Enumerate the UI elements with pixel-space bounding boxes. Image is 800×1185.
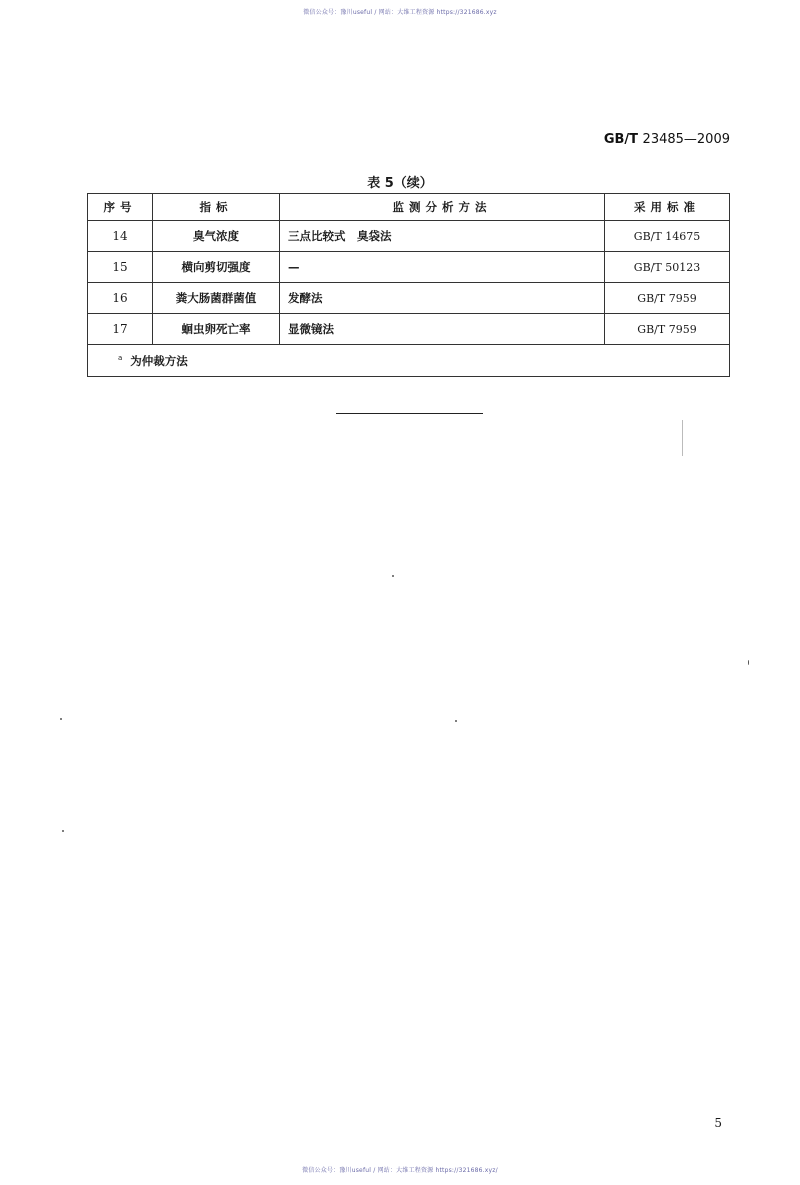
standard-code [604,132,730,147]
row-standard: GB/T 14675 [605,221,730,252]
scan-speck [392,575,394,577]
row-method: — [280,252,605,283]
table-row [88,283,730,314]
row-indicator: 粪大肠菌群菌值 [153,283,280,314]
row-standard: GB/T 7959 [605,314,730,345]
header-standard: 采用标准 [605,194,730,221]
footnote-mark: a [118,353,123,362]
table-header-row [88,194,730,221]
row-indicator: 横向剪切强度 [153,252,280,283]
footnote-text: 为仲裁方法 [130,353,188,368]
table-row [88,221,730,252]
top-watermark: 微信公众号：豫川useful / 网站：大维工程资源 https://321686.xyz [303,9,497,16]
header-method: 监测分析方法 [280,194,605,221]
standard-prefix: GB/T [603,132,639,147]
scan-speck [748,660,749,665]
table-title: 表 5（续） [367,176,433,191]
bottom-watermark: 微信公众号：豫川useful / 网站：大维工程资源 https://321686.xyz/ [302,1167,498,1174]
row-standard: GB/T 50123 [605,252,730,283]
table-footnote [88,345,730,377]
row-no: 14 [88,221,153,252]
table-row [88,252,730,283]
header-no: 序号 [88,194,153,221]
row-no: 15 [88,252,153,283]
row-indicator: 蛔虫卵死亡率 [153,314,280,345]
page-number: 5 [714,1116,722,1130]
scan-speck [62,830,64,832]
end-of-standard-rule [336,413,483,414]
row-no: 17 [88,314,153,345]
scan-speck [682,420,683,456]
row-method: 发酵法 [280,283,605,314]
row-indicator: 臭气浓度 [153,221,280,252]
row-method: 三点比较式 臭袋法 [280,221,605,252]
scan-speck [60,718,62,720]
table-row [88,314,730,345]
table-footnote-row [88,345,730,377]
header-indicator: 指标 [153,194,280,221]
scan-speck [455,720,457,722]
row-no: 16 [88,283,153,314]
row-standard: GB/T 7959 [605,283,730,314]
standard-number: 23485—2009 [642,132,730,147]
row-method: 显微镜法 [280,314,605,345]
monitoring-table [87,193,730,377]
